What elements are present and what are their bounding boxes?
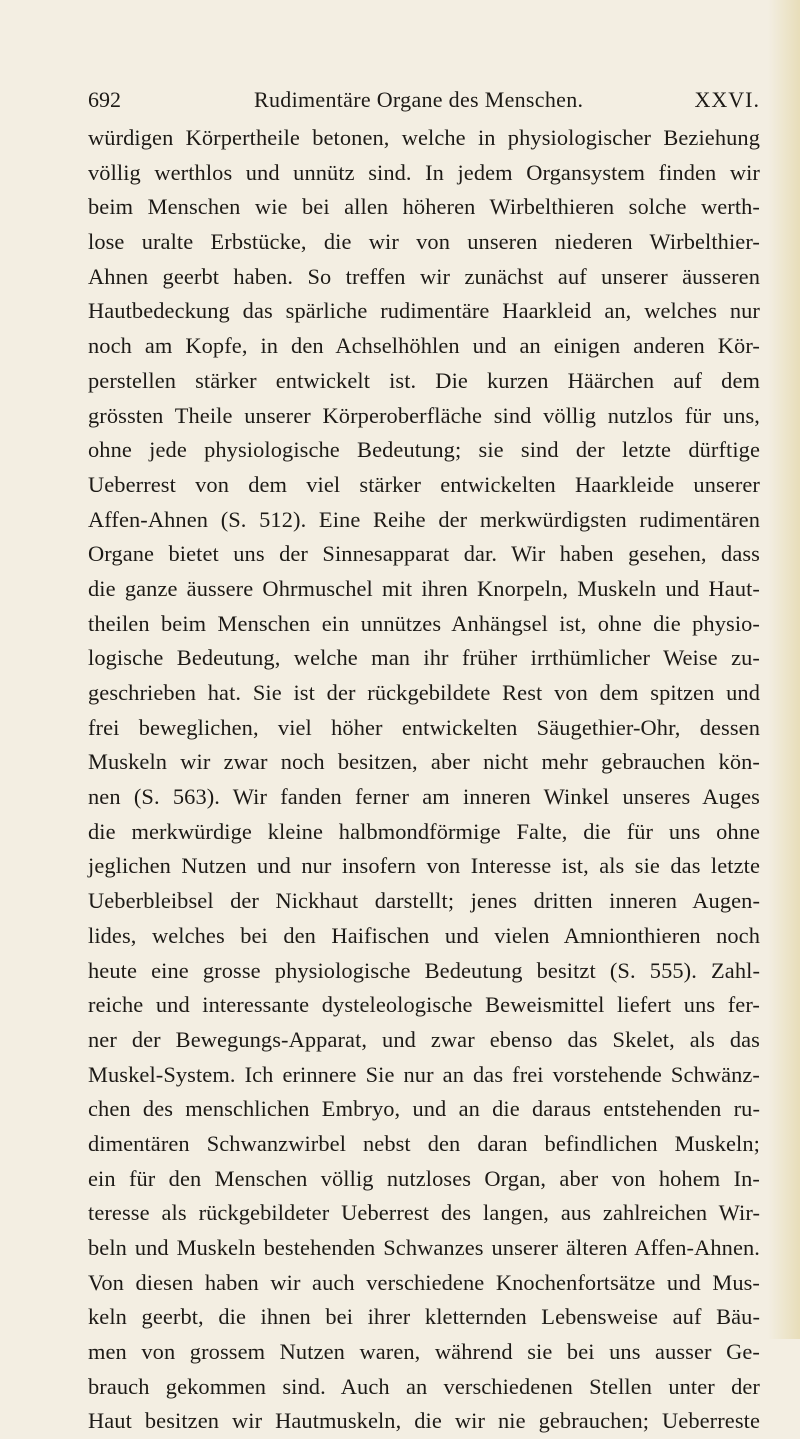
text-line: jeglichen Nutzen und nur insofern von Interesse ist, als sie das letzte (88, 853, 760, 879)
text-line: Hautbedeckung das spärliche rudimentäre Haarkleid an, welches nur (88, 298, 760, 324)
text-line: beim Menschen wie bei allen höheren Wirbelthieren solche werth- (88, 194, 760, 220)
page-number: 692 (88, 87, 121, 112)
text-line: Ueberrest von dem viel stärker entwickelten Haarkleide unserer (88, 471, 760, 497)
body-text (88, 121, 760, 1439)
text-line: ein für den Menschen völlig nutzloses Organ, aber von hohem In- (88, 1165, 760, 1191)
text-line: teresse als rückgebildeter Ueberrest des langen, aus zahlreichen Wir- (88, 1200, 760, 1226)
text-line: reiche und interessante dysteleologische Beweismittel liefert uns fer- (88, 992, 760, 1018)
running-header (88, 84, 760, 116)
text-line: beln und Muskeln bestehenden Schwanzes unserer älteren Affen-Ahnen. (88, 1235, 760, 1260)
text-line: Von diesen haben wir auch verschiedene Knochenfortsätze und Mus- (88, 1269, 760, 1295)
text-line: ohne jede physiologische Bedeutung; sie sind der letzte dürftige (88, 437, 760, 463)
text-line: Haut besitzen wir Hautmuskeln, die wir nie gebrauchen; Ueberreste (88, 1408, 760, 1434)
text-line: die merkwürdige kleine halbmondförmige Falte, die für uns ohne (88, 818, 760, 844)
text-line: nen (S. 563). Wir fanden ferner am inneren Winkel unseres Auges (88, 784, 760, 810)
text-line: würdigen Körpertheile betonen, welche in physiologischer Beziehung (88, 125, 760, 150)
text-line: geschrieben hat. Sie ist der rückgebildete Rest von dem spitzen und (88, 680, 760, 705)
text-line: Organe bietet uns der Sinnesapparat dar. Wir haben gesehen, dass (88, 541, 760, 567)
text-line: heute eine grosse physiologische Bedeutung besitzt (S. 555). Zahl- (88, 957, 760, 983)
text-line: keln geerbt, die ihnen bei ihrer kletternden Lebensweise auf Bäu- (88, 1304, 760, 1330)
text-line: theilen beim Menschen ein unnützes Anhängsel ist, ohne die physio- (88, 610, 760, 636)
text-line: frei beweglichen, viel höher entwickelten Säugethier-Ohr, dessen (88, 714, 760, 740)
running-title: Rudimentäre Organe des Menschen. (254, 87, 584, 112)
text-line: chen des menschlichen Embryo, und an die daraus entstehenden ru- (88, 1096, 760, 1122)
text-line: Ahnen geerbt haben. So treffen wir zunächst auf unserer äusseren (88, 263, 760, 289)
text-line: Affen-Ahnen (S. 512). Eine Reihe der merkwürdigsten rudimentären (88, 506, 760, 532)
text-line: logische Bedeutung, welche man ihr früher irrthümlicher Weise zu- (88, 645, 760, 671)
text-line: ner der Bewegungs-Apparat, und zwar ebenso das Skelet, als das (88, 1026, 760, 1052)
text-line: dimentären Schwanzwirbel nebst den daran befindlichen Muskeln; (88, 1130, 760, 1156)
text-line: perstellen stärker entwickelt ist. Die kurzen Häärchen auf dem (88, 367, 760, 393)
chapter-number: XXVI. (694, 87, 760, 112)
text-line: brauch gekommen sind. Auch an verschiedenen Stellen unter der (88, 1373, 760, 1399)
text-line: völlig werthlos und unnütz sind. In jedem Organsystem finden wir (88, 159, 760, 185)
text-line: die ganze äussere Ohrmuschel mit ihren Knorpeln, Muskeln und Haut- (88, 575, 760, 601)
text-line: Muskel-System. Ich erinnere Sie nur an das frei vorstehende Schwänz- (88, 1061, 760, 1087)
text-line: grössten Theile unserer Körperoberfläche sind völlig nutzlos für uns, (88, 402, 760, 428)
text-line: Muskeln wir zwar noch besitzen, aber nicht mehr gebrauchen kön- (88, 749, 760, 775)
text-line: Ueberbleibsel der Nickhaut darstellt; jenes dritten inneren Augen- (88, 888, 760, 914)
text-line: lose uralte Erbstücke, die wir von unseren niederen Wirbelthier- (88, 229, 760, 255)
text-line: noch am Kopfe, in den Achselhöhlen und an einigen anderen Kör- (88, 333, 760, 359)
text-line: men von grossem Nutzen waren, während sie bei uns ausser Ge- (88, 1339, 760, 1365)
text-line: lides, welches bei den Haifischen und vielen Amnionthieren noch (88, 922, 760, 948)
